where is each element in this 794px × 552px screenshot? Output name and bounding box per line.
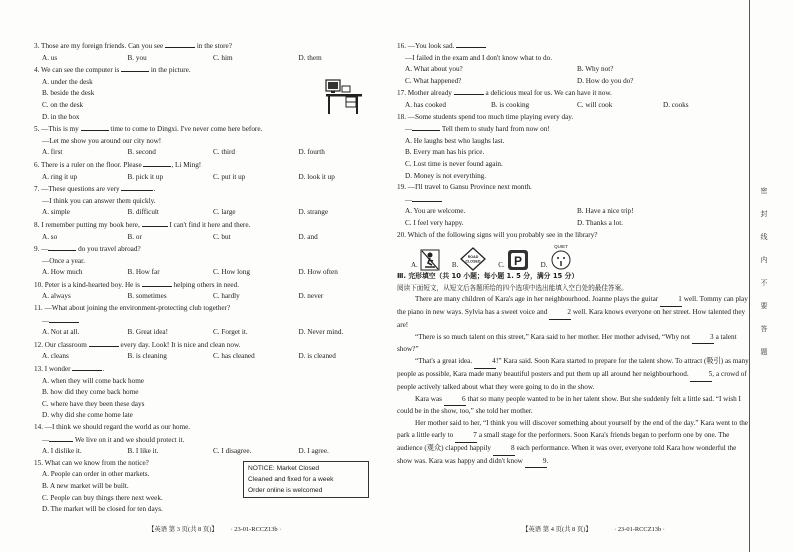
passage-text: that so many people wanted to be in her talent show. But she suddenly felt a little sad. “I wish I could be in the show, too,” she told her mother. (397, 394, 741, 416)
options-7: A. simple B. difficult C. large D. strange (42, 208, 329, 217)
passage-text: Kara was (415, 394, 444, 403)
question-5: 5. —This is my time to come to Dingxi. I've never come here before. (34, 125, 263, 134)
question-17: 17. Mother already a delicious meal for us. We can have it now. (397, 89, 612, 98)
options-4: A. under the desk B. beside the desk C. on the desk D. in the box (42, 77, 95, 121)
options-18: A. He laughs best who laughs last. B. Every man has his price. C. Lost time is never found again. D. Money is not everything. (405, 136, 505, 180)
cloze-blank: 1 (660, 294, 682, 307)
svg-text:CLOSED: CLOSED (465, 259, 481, 264)
question-14: 14. —I think we should regard the world as our home. (34, 423, 191, 431)
binding-line (749, 0, 750, 552)
cloze-passage (397, 294, 749, 468)
options-19: A. You are welcome. B. Have a nice trip! (405, 207, 634, 216)
question-13: 13. I wonder . (34, 365, 105, 374)
question-4: 4. We can see the computer is in the picture. (34, 66, 191, 75)
passage-text: well. Kara knows everyone on her street. How talented they are! (397, 308, 746, 329)
parking-sign-icon (507, 249, 529, 271)
question-16: 16. —You look sad. (397, 40, 749, 53)
question-19: 19. —I'll travel to Gansu Province next month. (397, 183, 532, 192)
options-13: A. when they will come back home B. how did they come back home C. where have they been these days D. why did she come home late (42, 376, 145, 420)
sign-option-c: C. P (498, 249, 528, 271)
options-12: A. cleans B. is cleaning C. has cleaned D. is cleaned (42, 352, 336, 361)
passage-text: There are many children of Kara's age in her neighbourhood. Joanne plays the guitar (415, 295, 660, 304)
right-column: 16. —You look sad. —I failed in the exam and I don't know what to do. A. What about you? B. Why not? C. What happened? D. How do you do? 17. Mother already a delicious meal for us. We can have it now. A. has cooked B. is cooking C. will cook D. cooks 18. —Some students spend too much time playing every day. — Tell them to study hard from now on! A. He laughs best who laughs last. B. Every man has his price. C. Lost time is never found again. D. Money is not everything. 19. —I'll travel to Gansu Province next month. — A. You are welcome. B. Have a nice trip! C. I feel very happy. D. Thanks a lot. 20. Which of the following signs will you probably see in the library? A. B. ROAD CLOSED C. P D. QUIET Ⅲ. 完形填空（共 10 小题；每小题 1. 5 分，满分 15 分） 阅读下面短文，从短文后各题所给的四个选项中选出能填入空白处的最佳答案。 There are many children of Kara's age in her neighbourhood. Joanne plays the guitar 1 well. Tommy can play the piano in new ways. Sylvia has a sweet voice and 2 well. Kara knows everyone on her street. How talented they are! “There is so much talent on this street,” Kara said to her mother. Her mother advised, “Why not 3 a talent show?” “That's a great idea. 4!” Kara said. Soon Kara started to prepare for the talent show. To attract (吸引) as many people as possible, Kara made many beautiful posters and put them up all around her neighbourhood. 5, a crowd of people actively talked about what they were going to do in the show. Kara was 6 that so many people wanted to be in her talent show. But she suddenly felt a little sad. “I wish I could be in the show, too,” she told her mother. Her mother said to her, “I think you will discover something about yourself by the end of the day.” Kara went to the park a little early to 7 a small stage for the performers. Soon Kara's friends began to perform one by one. The audience (观众) clapped happily 8 each performance. When it was over, everyone told Kara how wonderful the show was. Kara was happy and didn't know 9. (397, 40, 749, 468)
question-11: 11. —What about joining the environment-protecting club together? (34, 304, 231, 313)
market-notice: NOTICE: Market Closed Cleaned and fixed for a week Order online is welcomed (243, 461, 369, 498)
question-8: 8. I remember putting my book here, I can't find it here and there. (34, 220, 251, 229)
question-6: 6. There is a ruler on the floor. Please , Li Ming! (34, 160, 202, 169)
quiet-sign-icon (549, 243, 573, 271)
cloze-blank: 4 (474, 356, 496, 369)
passage-text: Her mother said to her, “I think you will discover something about yourself by the end of the day.” Kara went to the park a little early to (397, 419, 748, 440)
passage-text: a talent show?” (397, 332, 737, 354)
no-skating-sign-icon (420, 249, 440, 271)
options-15: A. People can order in other markets. B. A new market will be built. C. People can buy things there next week. D. The market will be closed for ten days. (42, 470, 163, 514)
passage-paragraph (397, 294, 749, 331)
computer-desk-picture (324, 78, 364, 116)
cloze-blank: 2 (549, 307, 571, 320)
passage-paragraph (397, 418, 749, 468)
options-5: A. first B. second C. third D. fourth (42, 148, 325, 157)
sign-option-d: D. QUIET (541, 243, 574, 271)
svg-text:QUIET: QUIET (554, 244, 569, 250)
road-closed-sign-icon (460, 247, 486, 271)
sign-option-a: A. (411, 249, 440, 271)
options-3: A. us B. you C. him D. them (42, 53, 322, 62)
page-footer-right: 【英语 第 4 页(共 8 页)】 · 23-01-RCCZ13b · (522, 526, 665, 533)
passage-text: !” Kara said. Soon Kara started to prepare for the talent show. To attract (吸引) as many people as possible, Kara made many beautiful posters and put them up all around her neighbourhood. (397, 357, 749, 379)
left-column: 3. Those are my foreign friends. Can you see in the store? A. us B. you C. him D. them 4. We can see the computer is in the picture. A. under the desk B. beside the desk C. on the desk D. in the box 5. —This is my time to come to Dingxi. I've never come here before. —Let me show you around our city now! A. first B. second C. third D. fourth 6. There is a ruler on the floor. Please , Li Ming! A. ring it up B. pick it up C. put it up D. look it up 7. —These questions are very . —I think you can answer them quickly. A. simple B. difficult C. large D. strange 8. I remember putting my book here, I can't find it here and there. A. so B. or C. but D. and 9. — do you travel abroad? —Once a year. A. How much B. How far C. How long D. How often 10. Peter is a kind-hearted boy. He is helping others in need. A. always B. sometimes C. hardly D. never 11. —What about joining the environment-protecting club together? — A. Not at all. B. Great idea! C. Forget it. D. Never mind. 12. Our classroom every day. Look! It is nice and clean now. A. cleans B. is cleaning C. has cleaned D. is cleaned 13. I wonder . A. when they will come back home B. how did they come back home C. where have they been these days D. why did she come home late 14. —I think we should regard the world as our home. — We live on it and we should protect it. A. I dislike it. B. I like it. C. I disagree. D. I agree. 15. What can we know from the notice? A. People can order in other markets. B. A new market will be built. C. People can buy things there next week. D. The market will be closed for ten days. (34, 40, 384, 516)
section-heading: Ⅲ. 完形填空（共 10 小题；每小题 1. 5 分，满分 15 分） (397, 272, 579, 281)
cloze-blank: 8 (493, 443, 515, 456)
passage-text: a small stage for the performers. Soon Kara's friends began to perform one by one. The audience (观众) clapped happily (397, 431, 730, 452)
options-16: A. What about you? B. Why not? (405, 65, 614, 74)
passage-paragraph (397, 356, 749, 393)
options-14: A. I dislike it. B. I like it. C. I disagree. D. I agree. (42, 447, 329, 456)
sign-options (411, 241, 749, 271)
passage-text: well. Tommy can play the piano in new ways. Sylvia has a sweet voice and (397, 295, 748, 317)
binding-margin-text: 密 封 线 内 不 要 答 题 (760, 187, 768, 356)
question-12: 12. Our classroom every day. Look! It is nice and clean now. (34, 340, 241, 349)
passage-text: “There is so much talent on this street,” Kara said to her mother. Her mother advised, “Why not (415, 332, 692, 341)
passage-text: “That's a great idea. (415, 357, 474, 366)
svg-text:ROAD: ROAD (467, 255, 479, 260)
question-7: 7. —These questions are very . (34, 185, 156, 194)
svg-text:P: P (513, 254, 522, 269)
options-11: A. Not at all. B. Great idea! C. Forget it. D. Never mind. (42, 328, 344, 337)
cloze-blank: 9 (525, 456, 547, 469)
passage-text: each performance. When it was over, everyone told Kara how wonderful the show was. Kara was happy and didn't know (397, 443, 737, 465)
cloze-blank: 6 (444, 394, 466, 407)
passage-paragraph (397, 332, 749, 357)
page-footer-left: 【英语 第 3 页(共 8 页)】 · 23-01-RCCZ13b · (148, 526, 282, 533)
question-10: 10. Peter is a kind-hearted boy. He is helping others in need. (34, 280, 239, 289)
passage-text: . (546, 456, 549, 465)
cloze-blank: 3 (692, 332, 714, 345)
sign-option-b: B. ROAD CLOSED (452, 247, 486, 271)
options-6: A. ring it up B. pick it up C. put it up D. look it up (42, 172, 335, 181)
options-9: A. How much B. How far C. How long D. How often (42, 268, 338, 277)
passage-paragraph (397, 394, 749, 419)
question-3: 3. Those are my foreign friends. Can you see in the store? (34, 42, 232, 50)
cloze-blank: 7 (455, 430, 477, 443)
question-18: 18. —Some students spend too much time playing every day. (397, 112, 574, 121)
question-15: 15. What can we know from the notice? (34, 458, 149, 467)
question-9: 9. — do you travel abroad? (34, 245, 141, 254)
section-instruction: 阅读下面短文，从短文后各题所给的四个选项中选出能填入空白处的最佳答案。 (397, 283, 628, 292)
passage-text: , a crowd of people actively talked about what they were going to do in the show. (397, 370, 747, 391)
options-8: A. so B. or C. but D. and (42, 232, 318, 241)
question-20: 20. Which of the following signs will you probably see in the library? (397, 230, 598, 239)
options-17: A. has cooked B. is cooking C. will cook D. cooks (405, 100, 689, 109)
cloze-blank: 5 (690, 369, 712, 382)
options-10: A. always B. sometimes C. hardly D. never (42, 292, 324, 301)
